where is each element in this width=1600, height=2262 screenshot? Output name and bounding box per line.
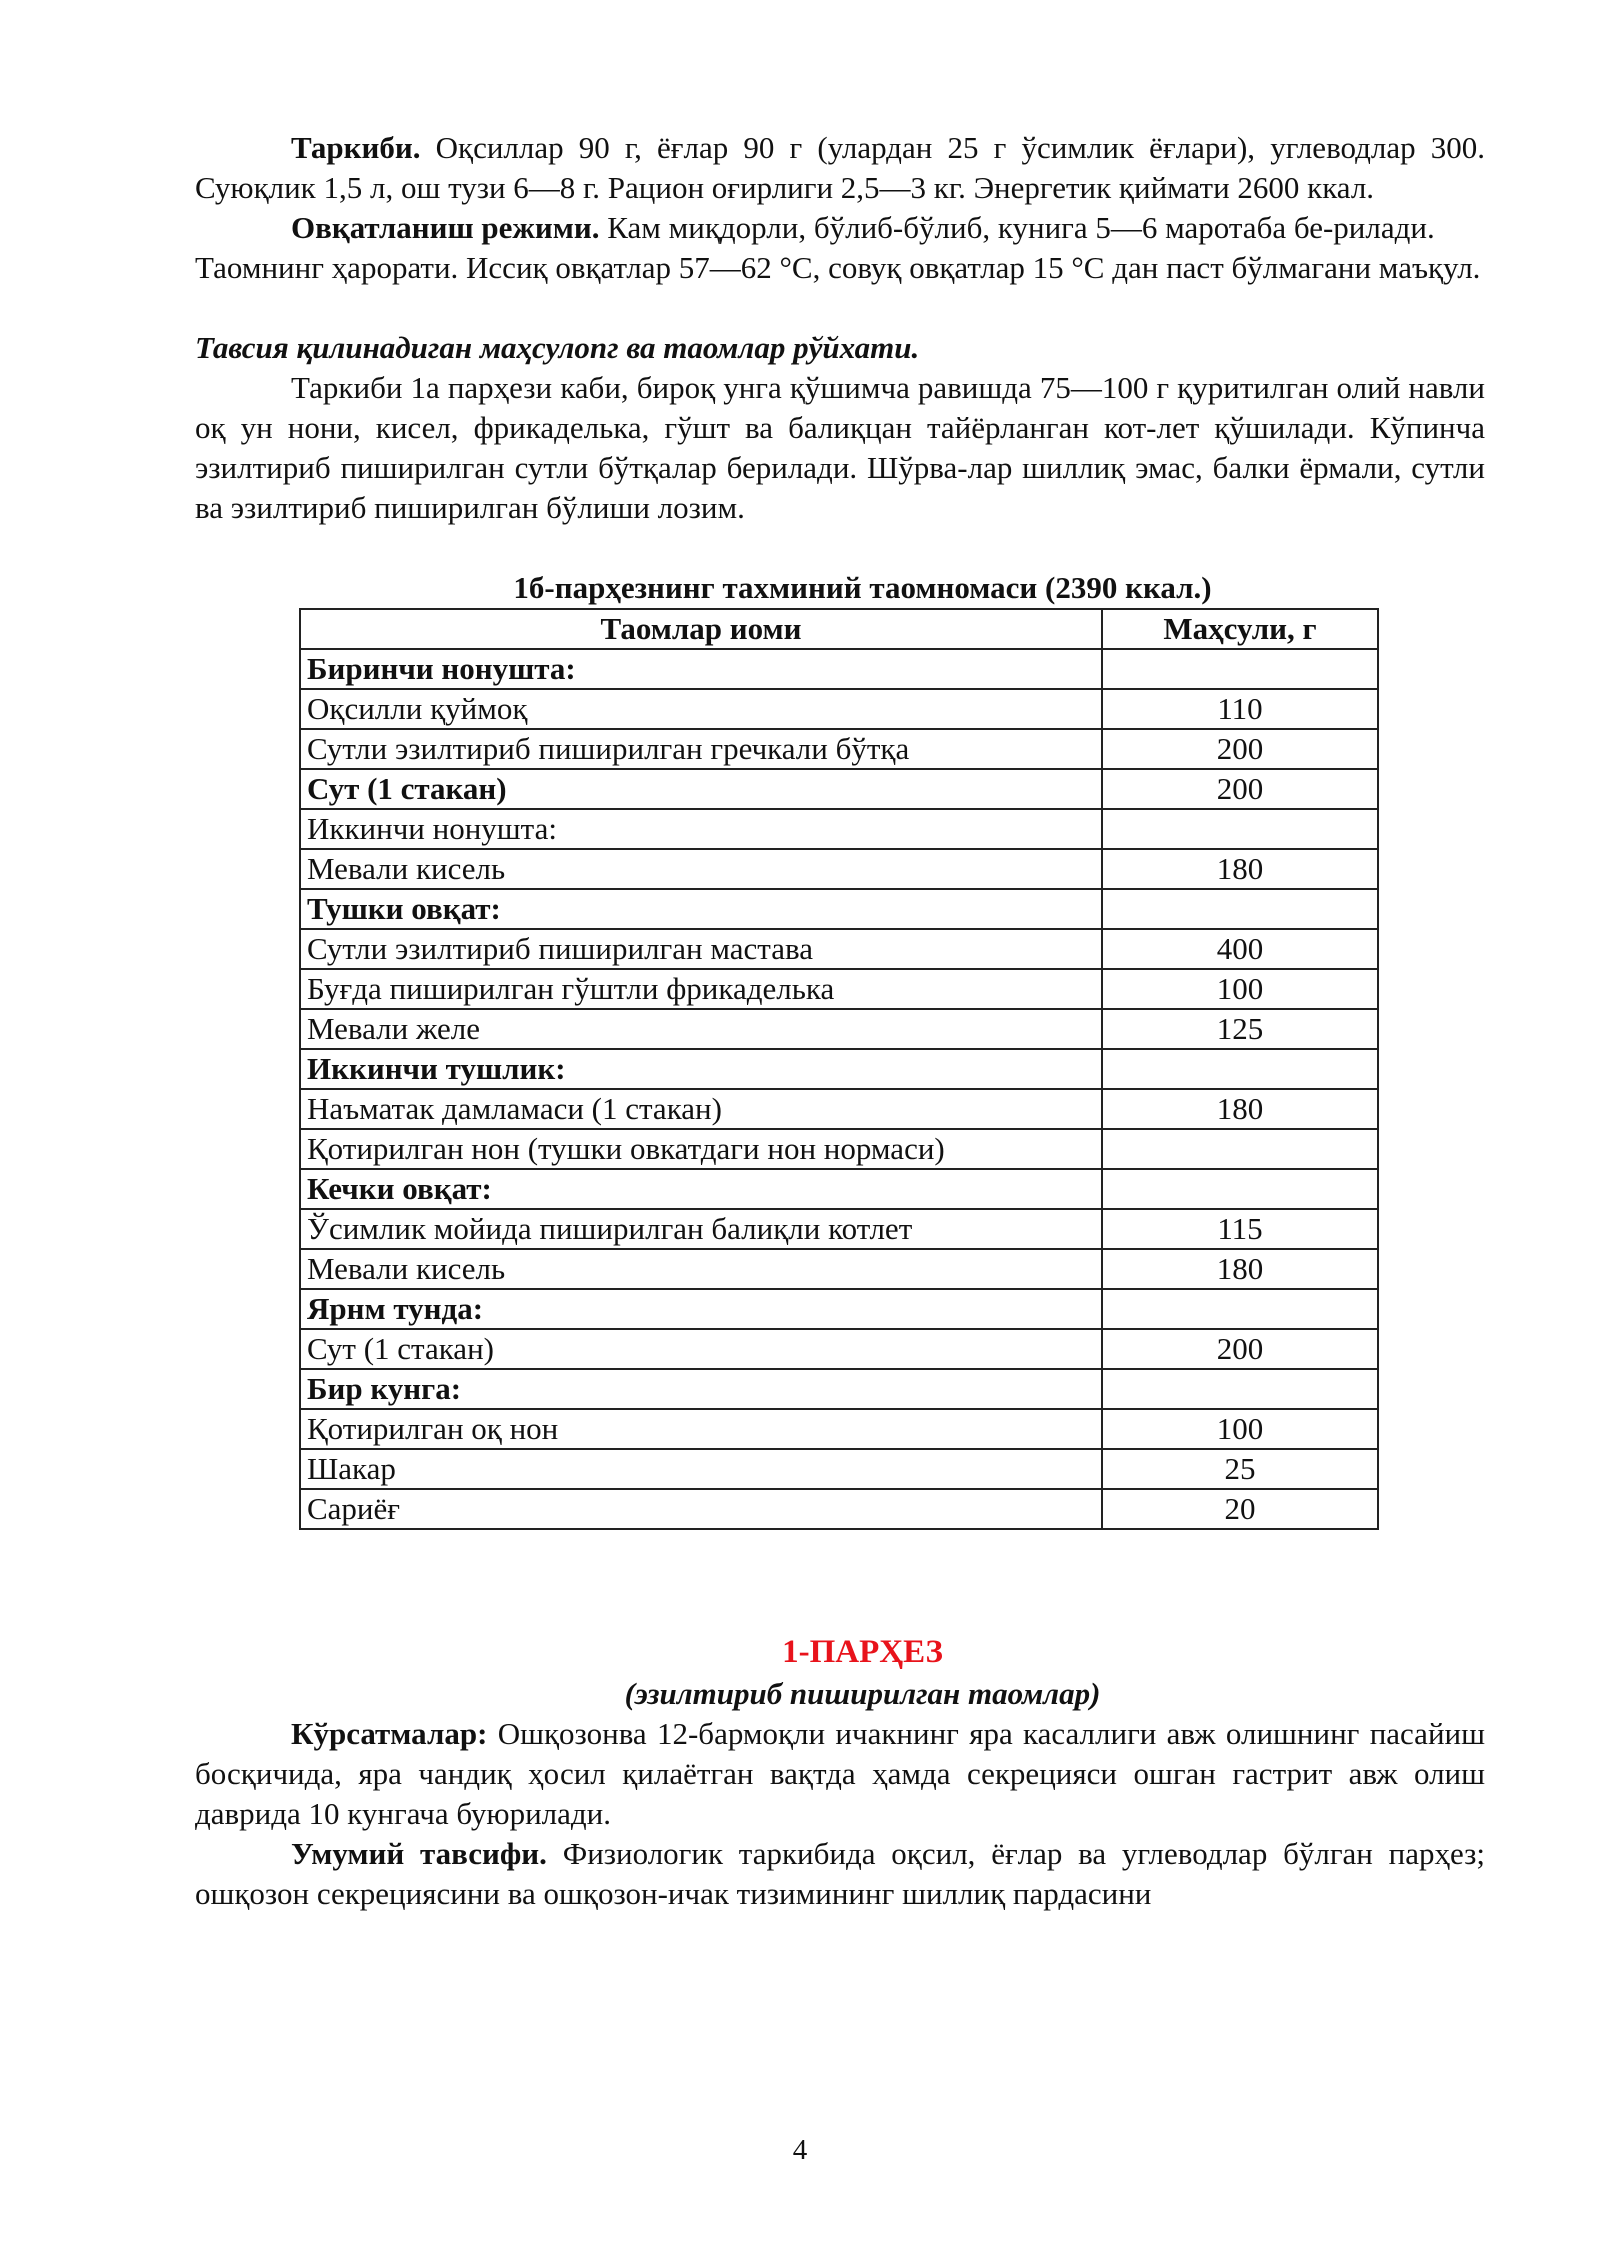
row-amount bbox=[1102, 1129, 1378, 1169]
row-amount: 110 bbox=[1102, 689, 1378, 729]
row-amount: 125 bbox=[1102, 1009, 1378, 1049]
recommended-products-heading: Тавсия қилинадиган маҳсулопг ва таомлар рўйхати. bbox=[195, 330, 920, 365]
row-name: Биринчи нонушта: bbox=[300, 649, 1102, 689]
row-name: Қотирилган нон (тушки овкатдаги нон нормаси) bbox=[300, 1129, 1102, 1169]
row-amount: 20 bbox=[1102, 1489, 1378, 1529]
row-name: Иккинчи тушлик: bbox=[300, 1049, 1102, 1089]
meal-regime-label: Овқатланиш режими. bbox=[291, 210, 600, 245]
row-amount: 100 bbox=[1102, 969, 1378, 1009]
table-row bbox=[300, 969, 1378, 1009]
row-amount: 200 bbox=[1102, 729, 1378, 769]
table-row bbox=[300, 769, 1378, 809]
meal-regime-text: Кам миқдорли, бўлиб-бўлиб, кунига 5—6 маротаба бе-рилади. bbox=[599, 210, 1435, 245]
row-amount: 25 bbox=[1102, 1449, 1378, 1489]
row-name: Сутли эзилтириб пиширилган мастава bbox=[300, 929, 1102, 969]
page-content bbox=[195, 128, 1485, 1914]
general-description-paragraph bbox=[195, 1834, 1485, 1914]
row-name: Наъматак дамламаси (1 стакан) bbox=[300, 1089, 1102, 1129]
meal-regime-paragraph bbox=[195, 208, 1485, 248]
row-amount: 400 bbox=[1102, 929, 1378, 969]
section-subtitle: (эзилтириб пиширилган таомлар) bbox=[624, 1676, 1101, 1711]
row-name: Сариёғ bbox=[300, 1489, 1102, 1529]
table-row bbox=[300, 1489, 1378, 1529]
table-row bbox=[300, 1129, 1378, 1169]
indications-label: Кўрсатмалар: bbox=[291, 1716, 488, 1751]
row-amount: 115 bbox=[1102, 1209, 1378, 1249]
section-title: 1-ПАРҲЕЗ bbox=[782, 1634, 943, 1670]
table-row bbox=[300, 1249, 1378, 1289]
row-name: Кечки овқат: bbox=[300, 1169, 1102, 1209]
table-row bbox=[300, 1289, 1378, 1329]
row-name: Қотирилган оқ нон bbox=[300, 1409, 1102, 1449]
row-amount bbox=[1102, 1049, 1378, 1089]
row-name: Тушки овқат: bbox=[300, 889, 1102, 929]
row-amount bbox=[1102, 889, 1378, 929]
row-name: Ярнм тунда: bbox=[300, 1289, 1102, 1329]
column-header-dish: Таомлар иоми bbox=[300, 609, 1102, 649]
row-amount: 180 bbox=[1102, 1089, 1378, 1129]
composition-text: Оқсиллар 90 г, ёғлар 90 г (улардан 25 г ўсимлик ёғлари), углеводлар 300. Суюқлик 1,5 л, ош тузи 6—8 г. Рацион оғирлиги 2,5—3 кг. Энергетик қиймати 2600 ккал. bbox=[195, 130, 1485, 205]
menu-table-header-row bbox=[300, 609, 1378, 649]
row-amount bbox=[1102, 809, 1378, 849]
table-row bbox=[300, 1369, 1378, 1409]
composition-label: Таркиби. bbox=[291, 130, 421, 165]
row-name: Мевали кисель bbox=[300, 849, 1102, 889]
row-amount: 200 bbox=[1102, 769, 1378, 809]
table-row bbox=[300, 1329, 1378, 1369]
row-name: Сутли эзилтириб пиширилган гречкали бўтқа bbox=[300, 729, 1102, 769]
indications-paragraph bbox=[195, 1714, 1485, 1834]
row-name: Иккинчи нонушта: bbox=[300, 809, 1102, 849]
food-temperature-paragraph: Таомнинг ҳарорати. Иссиқ овқатлар 57—62 °С, совуқ овқатлар 15 °С дан паст бўлмагани маъқул. bbox=[195, 250, 1481, 285]
table-row bbox=[300, 1049, 1378, 1089]
row-name: Бир кунга: bbox=[300, 1369, 1102, 1409]
row-amount: 180 bbox=[1102, 849, 1378, 889]
table-row bbox=[300, 649, 1378, 689]
general-description-label: Умумий тавсифи. bbox=[291, 1836, 547, 1871]
row-name: Ўсимлик мойида пиширилган балиқли котлет bbox=[300, 1209, 1102, 1249]
row-amount: 200 bbox=[1102, 1329, 1378, 1369]
table-row bbox=[300, 889, 1378, 929]
table-row bbox=[300, 729, 1378, 769]
table-row bbox=[300, 809, 1378, 849]
general-description-text: Физиологик таркибида оқсил, ёғлар ва углеводлар бўлган парҳез; ошқозон секрециясини ва ошқозон-ичак тизимининг шиллиқ пардасини bbox=[195, 1836, 1485, 1911]
table-row bbox=[300, 849, 1378, 889]
table-row bbox=[300, 1409, 1378, 1449]
table-row bbox=[300, 1089, 1378, 1129]
row-name: Буғда пиширилган гўштли фрикаделька bbox=[300, 969, 1102, 1009]
row-name: Мевали желе bbox=[300, 1009, 1102, 1049]
row-amount: 180 bbox=[1102, 1249, 1378, 1289]
row-name: Мевали кисель bbox=[300, 1249, 1102, 1289]
row-amount bbox=[1102, 1289, 1378, 1329]
row-amount: 100 bbox=[1102, 1409, 1378, 1449]
table-row bbox=[300, 1169, 1378, 1209]
row-name: Шакар bbox=[300, 1449, 1102, 1489]
indications-text: Ошқозонва 12-бармоқли ичакнинг яра касаллиги авж олишнинг пасайиш босқичида, яра чандиқ ҳосил қилаётган вақтда ҳамда секрецияси ошган гастрит авж олиш даврида 10 кунгача буюрилади. bbox=[195, 1716, 1485, 1831]
row-name: Сут (1 стакан) bbox=[300, 769, 1102, 809]
table-row bbox=[300, 689, 1378, 729]
row-name: Оқсилли қуймоқ bbox=[300, 689, 1102, 729]
table-row bbox=[300, 1449, 1378, 1489]
row-amount bbox=[1102, 1169, 1378, 1209]
table-row bbox=[300, 1009, 1378, 1049]
table-row bbox=[300, 929, 1378, 969]
page-number: 4 bbox=[792, 2134, 808, 2166]
menu-table bbox=[299, 608, 1379, 1530]
recommended-products-paragraph: Таркиби 1а парҳези каби, бироқ унга қўшимча равишда 75—100 г қуритилган олий навли оқ ун нони, кисел, фрикаделька, гўшт ва балиқцан тайёрланган кот-лет қўшилади. Кўпинча эзилтириб пиширилган сутли бўтқалар берилади. Шўрва-лар шиллиқ эмас, балки ёрмали, сутли ва эзилтириб пиширилган бўлиши лозим. bbox=[195, 370, 1485, 525]
table-row bbox=[300, 1209, 1378, 1249]
composition-paragraph bbox=[195, 128, 1485, 208]
column-header-amount: Маҳсули, г bbox=[1102, 609, 1378, 649]
row-amount bbox=[1102, 1369, 1378, 1409]
row-amount bbox=[1102, 649, 1378, 689]
menu-table-title: 1б-парҳезнинг тахминий таомномаси (2390 ккал.) bbox=[513, 570, 1212, 605]
row-name: Сут (1 стакан) bbox=[300, 1329, 1102, 1369]
